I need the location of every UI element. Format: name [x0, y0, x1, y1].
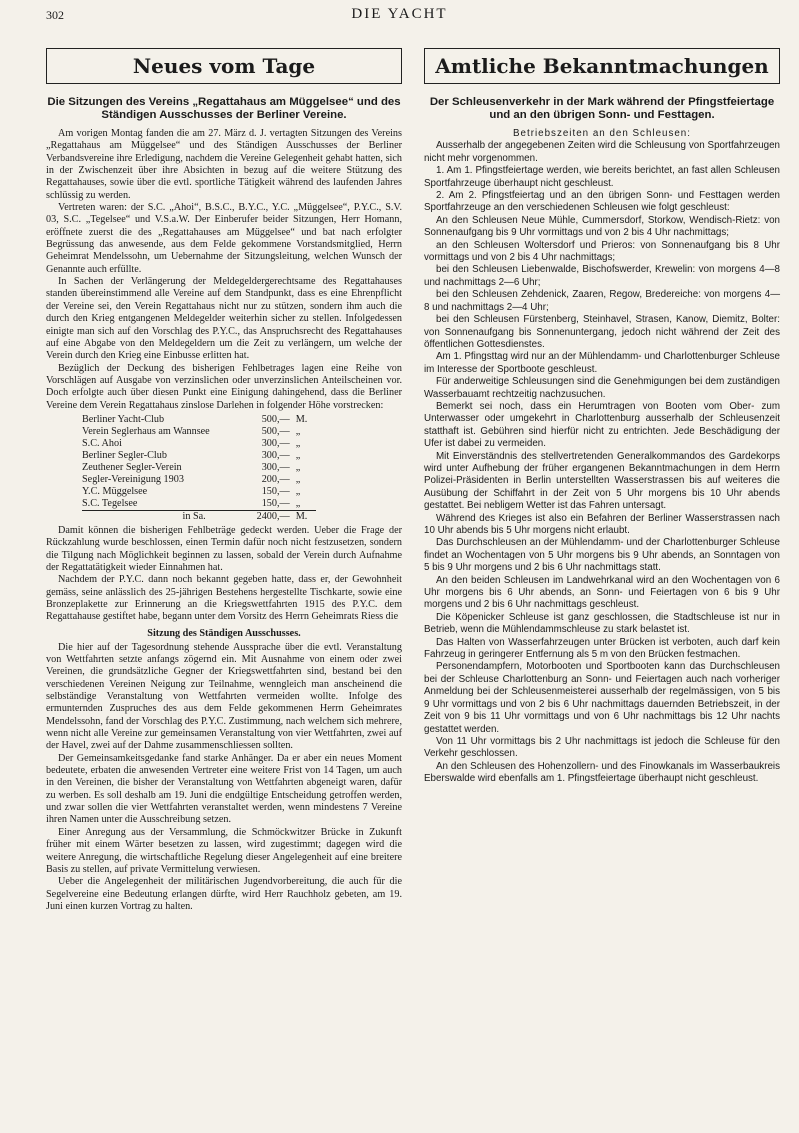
donation-unit: „	[295, 497, 301, 509]
paragraph: Das Halten von Wasserfahrzeugen unter Brücken ist verboten, auch darf kein Fahrzeug in geringerer Entfernung als 5 m von den Brücken festmachen.	[424, 636, 780, 661]
donation-amount: 150,—	[261, 485, 290, 497]
donation-club: Y.C. Müggelsee	[82, 485, 148, 497]
article-body-part-c	[46, 642, 402, 914]
operating-hours-subtitle: Betriebszeiten an den Schleusen:	[513, 128, 691, 139]
paragraph: bei den Schleusen Zehdenick, Zaaren, Regow, Bredereiche: von morgens 4—8 und nachmittags 2—4 Uhr;	[424, 289, 780, 313]
donation-club: Verein Seglerhaus am Wannsee	[82, 425, 210, 437]
donation-club: Berliner Segler-Club	[82, 449, 167, 461]
donation-row	[82, 450, 316, 462]
donation-club: S.C. Ahoi	[82, 437, 122, 449]
paragraph: Bezüglich der Deckung des bisherigen Fehlbetrages lagen eine Reihe von Vorschlägen auf Ausgabe von verzinslichen oder unverzinslichen Anteilscheinen vor. Doch erfolgte auch über diesen Punkt eine Einigung dahingehend, dass die Berliner Vereine dem Verein Regattahaus zinslose Darlehen in folgender Höhe vorstrecken:	[46, 362, 402, 411]
article-title-regattahaus: Die Sitzungen des Vereins „Regattahaus am Müggelsee“ und des Ständigen Ausschusses der Berliner Vereine.	[47, 96, 401, 121]
paragraph: Damit können die bisherigen Fehlbeträge gedeckt werden. Ueber die Frage der Rückzahlung wurde beschlossen, einen Termin dafür noch nicht festzusetzen, sondern die Tilgung nach Möglichkeit beginnen zu lassen, sobald der Verein durch Aufnahme der Regattatätigkeit wieder Einnahmen hat.	[46, 524, 402, 573]
paragraph: Mit Einverständnis des stellvertretenden Generalkommandos des Gardekorps wird unter Aufhebung der früher ergangenen Bekanntmachungen in dem Herrn Polizei-Präsidenten in Berlin unterstellten Wasserstrassen bis auf weiteres die Ausübung der Schiffahrt in der Zeit von 5 Uhr morgens bis 10 Uhr abends gestattet. Bei nebligem Wetter ist das Fahren untersagt.	[424, 450, 780, 512]
left-column	[46, 48, 402, 913]
donation-unit: M.	[295, 413, 308, 425]
paragraph: An den beiden Schleusen im Landwehrkanal wird an den Wochentagen von 6 Uhr morgens bis 6 Uhr abends, an Sonn- und Feiertagen von 6 bis 9 Uhr morgens und 2 bis 6 Uhr nachmittags geschleust.	[424, 574, 780, 611]
paragraph: Nachdem der P.Y.C. dann noch bekannt gegeben hatte, dass er, der Gewohnheit gemäss, seine anlässlich des 25-jährigen Bestehens hergestellte Tischkarte, sowie eine Bronzeplakette zur Erinnerung an die Kriegswettfahrten 1915 des P.Y.C. dem Regattahause gestiftet habe, begann unter dem Vorsitz des Herrn Geheimrats Riess die	[46, 574, 402, 623]
article-body-part-b	[46, 525, 402, 624]
total-unit: M.	[290, 510, 316, 523]
paragraph: Am 1. Pfingsttag wird nur an der Mühlendamm- und Charlottenburger Schleuse im Interesse der Sportboote geschleust.	[424, 351, 780, 375]
donation-unit: „	[295, 485, 301, 497]
donation-row	[82, 486, 316, 498]
paragraph: Die hier auf der Tagesordnung stehende Aussprache über die evtl. Veranstaltung von Wettfahrten setzte anfangs zögernd ein. Mit Ausnahme von einem oder zwei Vereinen, die grundsätzliche Gegner der Kriegswettfahrten sind, bestand bei den verschiedenen Vereinen Neigung zur Teilnahme, wenngleich man anscheinend die selbständige Veranstaltung von Wettfahrten vermeiden wollte. Infolge des ermunternden Zuspruches des aus dem Felde gekommenen Herrn Geheimrates Mendelssohn, fand der Vorschlag des P.Y.C. Zustimmung, nach welchem sich mehrere, wenn nicht alle Vereine zur gemeinsamen Veranstaltung von vier Wettfahrten, zwei auf der Havel, zwei auf der Dahme zusammenschliessen sollten.	[46, 641, 402, 752]
donations-table	[82, 414, 316, 523]
article-title-locks: Der Schleusenverkehr in der Mark während der Pfingstfeiertage und an den übrigen Sonn- und Festtagen.	[429, 96, 775, 121]
right-column	[424, 48, 780, 786]
announcement-body	[424, 140, 780, 785]
donation-unit: „	[295, 461, 301, 473]
paragraph: Personendampfern, Motorbooten und Sportbooten kann das Durchschleusen bei der Schleuse Charlottenburg an Sonn- und Feiertagen auch nach vorheriger Anmeldung bei der Schleusenmeisterei ausserhalb der regelmässigen, von 5 bis 9 Uhr vormittags und von 2 bis 6 Uhr nachmittags dauernden Betriebszeit, in der Zeit von 9 bis 11 Uhr vormittags und von 6 Uhr nachmittags bis 12 Uhr nachts gestattet werden.	[424, 661, 780, 735]
paragraph: Vertreten waren: der S.C. „Ahoi“, B.S.C., B.Y.C., Y.C. „Müggelsee“, P.Y.C., S.V. 03, S.C. „Tegelsee“ und V.S.a.W. Der Einberufer beider Sitzungen, Herr Homann, eröffnete zuerst die des „Regattahauses am Müggelsee“ und bat nach erfolgter Begrüssung das anwesende, aus dem Felde gekommene Vorstandsmitglied, Herrn Geheimrat Mendelssohn, um Uebernahme der Sitzungsleitung, welchen Wunsch der Genannte auch erfüllte.	[46, 202, 402, 275]
donation-amount: 300,—	[261, 437, 290, 449]
donation-row	[82, 438, 316, 450]
paragraph: 2. Am 2. Pfingstfeiertag und an den übrigen Sonn- und Festtagen werden Sportfahrzeuge an den verschiedenen Schleusen wie folgt geschleust:	[424, 190, 780, 214]
donation-unit: „	[295, 473, 301, 485]
donation-row	[82, 414, 316, 426]
paragraph: Während des Krieges ist also ein Befahren der Berliner Wasserstrassen nach 10 Uhr abends bis 5 Uhr morgens nicht erlaubt.	[424, 512, 780, 536]
donation-club: Zeuthener Segler-Verein	[82, 461, 182, 473]
total-label: in Sa.	[82, 510, 210, 523]
paragraph: Ueber die Angelegenheit der militärischen Jugendvorbereitung, die auch für die Segelvereine eine Bedeutung erlangen dürfte, wird Herr Rauchholz gebeten, am 19. Juni einen kurzen Vortrag zu halten.	[46, 876, 402, 912]
donations-total-row	[82, 510, 316, 523]
donation-row	[82, 426, 316, 438]
paragraph: In Sachen der Verlängerung der Meldegeldergerechtsame des Regattahauses standen übereinstimmend alle Vereine auf dem Standpunkt, dass es eine Ehrenpflicht der Vereine sei, den Verein Regattahaus nicht nur zu stützen, sondern ihm auch die durch den Krieg entgangenen Meldegelder weiterhin sicher zu stellen. Infolgedessen einigte man sich auf den Vorschlag des P.Y.C., das Anspruchsrecht des Regattahauses auf eine Abgabe von den Meldegeldern um die Zeit zu verlängern, um welche der Verein durch den Krieg eine Einbusse erlitten hat.	[46, 276, 402, 362]
paragraph: Die Köpenicker Schleuse ist ganz geschlossen, die Stadtschleuse ist nur in Betrieb, wenn die Mühlendammschleuse zu stark belastet ist.	[424, 611, 780, 636]
article-body-part-a	[46, 128, 402, 412]
paragraph: Bemerkt sei noch, dass ein Herumtragen von Booten vom Ober- zum Unterwasser oder umgekehrt in Charlottenburg ausserhalb der Schleusenzeit statthaft ist. Gebühren sind hierfür nicht zu entrichten. Jede Beschädigung der Ufer ist dabei zu vermeiden.	[424, 400, 780, 450]
donation-amount: 200,—	[261, 473, 290, 485]
paragraph: An den Schleusen Neue Mühle, Cummersdorf, Storkow, Wendisch-Rietz: von Sonnenaufgang bis 9 Uhr vormittags und von 2 bis 4 Uhr nachmittags;	[424, 214, 780, 239]
donation-unit: „	[295, 425, 301, 437]
donation-club: Segler-Vereinigung 1903	[82, 473, 184, 485]
paragraph: Das Durchschleusen an der Mühlendamm- und der Charlottenburger Schleuse findet an Wochentagen von 5 Uhr morgens bis 9 Uhr abends, an Sonntagen von 5 bis 9 Uhr morgens und 2 bis 6 Uhr nachmittags statt.	[424, 537, 780, 574]
paragraph: Für anderweitige Schleusungen sind die Genehmigungen bei dem zuständigen Wasserbauamt rechtzeitig nachzusuchen.	[424, 376, 780, 400]
donation-amount: 150,—	[261, 497, 290, 509]
paragraph: bei den Schleusen Fürstenberg, Steinhavel, Strasen, Kanow, Diemitz, Bolter: von Sonnenaufgang bis Sonnenuntergang, jedoch nicht während der Zeit des öffentlichen Gottesdienstes.	[424, 314, 780, 350]
total-amount: 2400,—	[210, 510, 290, 523]
donation-amount: 300,—	[261, 449, 290, 461]
paragraph: Ausserhalb der angegebenen Zeiten wird die Schleusung von Sportfahrzeugen nicht mehr vorgenommen.	[424, 140, 780, 164]
section-title-announcements: Amtliche Bekanntmachungen	[424, 48, 780, 84]
donation-row	[82, 498, 316, 511]
donation-unit: „	[295, 437, 301, 449]
donation-club: S.C. Tegelsee	[82, 497, 138, 509]
paragraph: Der Gemeinsamkeitsgedanke fand starke Anhänger. Da er aber ein neues Moment bedeutete, erbaten die anwesenden Vertreter eine weitere Frist von 14 Tagen, um auch in den Vereinen, die bisher der Veranstaltung von Wettfahrten abgeneigt waren, dafür zu werben. Es soll deshalb am 19. Juni die endgültige Entscheidung getroffen werden, und zwar sollen die vier Wettfahrten veranstaltet werden, wenn mindestens 7 Vereine ihren Namen unter die Ausschreibung setzen.	[46, 752, 402, 826]
running-head: DIE YACHT	[351, 6, 448, 22]
donation-row	[82, 462, 316, 474]
section-title-news: Neues vom Tage	[46, 48, 402, 84]
donation-amount: 300,—	[261, 461, 290, 473]
paragraph: bei den Schleusen Liebenwalde, Bischofswerder, Krewelin: von morgens 4—8 und nachmittags 2—6 Uhr;	[424, 264, 780, 288]
paragraph: An den Schleusen des Hohenzollern- und des Finowkanals im Wasserbaukreis Eberswalde wird ebenfalls am 1. Pfingstfeiertage überhaupt nicht geschleust.	[424, 760, 780, 785]
donation-unit: „	[295, 449, 301, 461]
donation-amount: 500,—	[261, 425, 290, 437]
donation-row	[82, 474, 316, 486]
page-number: 302	[46, 8, 64, 22]
paragraph: Einer Anregung aus der Versammlung, die Schmöckwitzer Brücke in Zukunft früher mit einem Wärter besetzen zu lassen, wird zugestimmt; dagegen wird die weitere Anregung, die wirtschaftliche Regelung dieser Angelegenheit auf eine breitere Basis zu stellen, auf private Vermittelung verwiesen.	[46, 826, 402, 875]
paragraph: Am vorigen Montag fanden die am 27. März d. J. vertagten Sitzungen des Vereins „Regattahaus am Müggelsee“ und des Ständigen Ausschusses der Berliner Verbandsvereine ihre Erledigung, nachdem die Vereine Gelegenheit gehabt hatten, sich in der Zwischenzeit über ihre Absichten in bezug auf die weitere Stützung des Regattahauses, sowie über die evtl. sportliche Tätigkeit während des laufenden Jahres schlüssig zu werden.	[46, 128, 402, 201]
paragraph: Von 11 Uhr vormittags bis 2 Uhr nachmittags ist jedoch die Schleuse für den Verkehr geschlossen.	[424, 735, 780, 760]
donation-amount: 500,—	[261, 413, 290, 425]
paragraph: 1. Am 1. Pfingstfeiertage werden, wie bereits berichtet, an fast allen Schleusen Sportfahrzeuge überhaupt nicht geschleust.	[424, 165, 780, 189]
paragraph: an den Schleusen Woltersdorf und Prieros: von Sonnenaufgang bis 8 Uhr vormittags und von 2 bis 4 Uhr nachmittags;	[424, 239, 780, 264]
subheading-committee: Sitzung des Ständigen Ausschusses.	[147, 627, 301, 639]
donation-club: Berliner Yacht-Club	[82, 413, 165, 425]
